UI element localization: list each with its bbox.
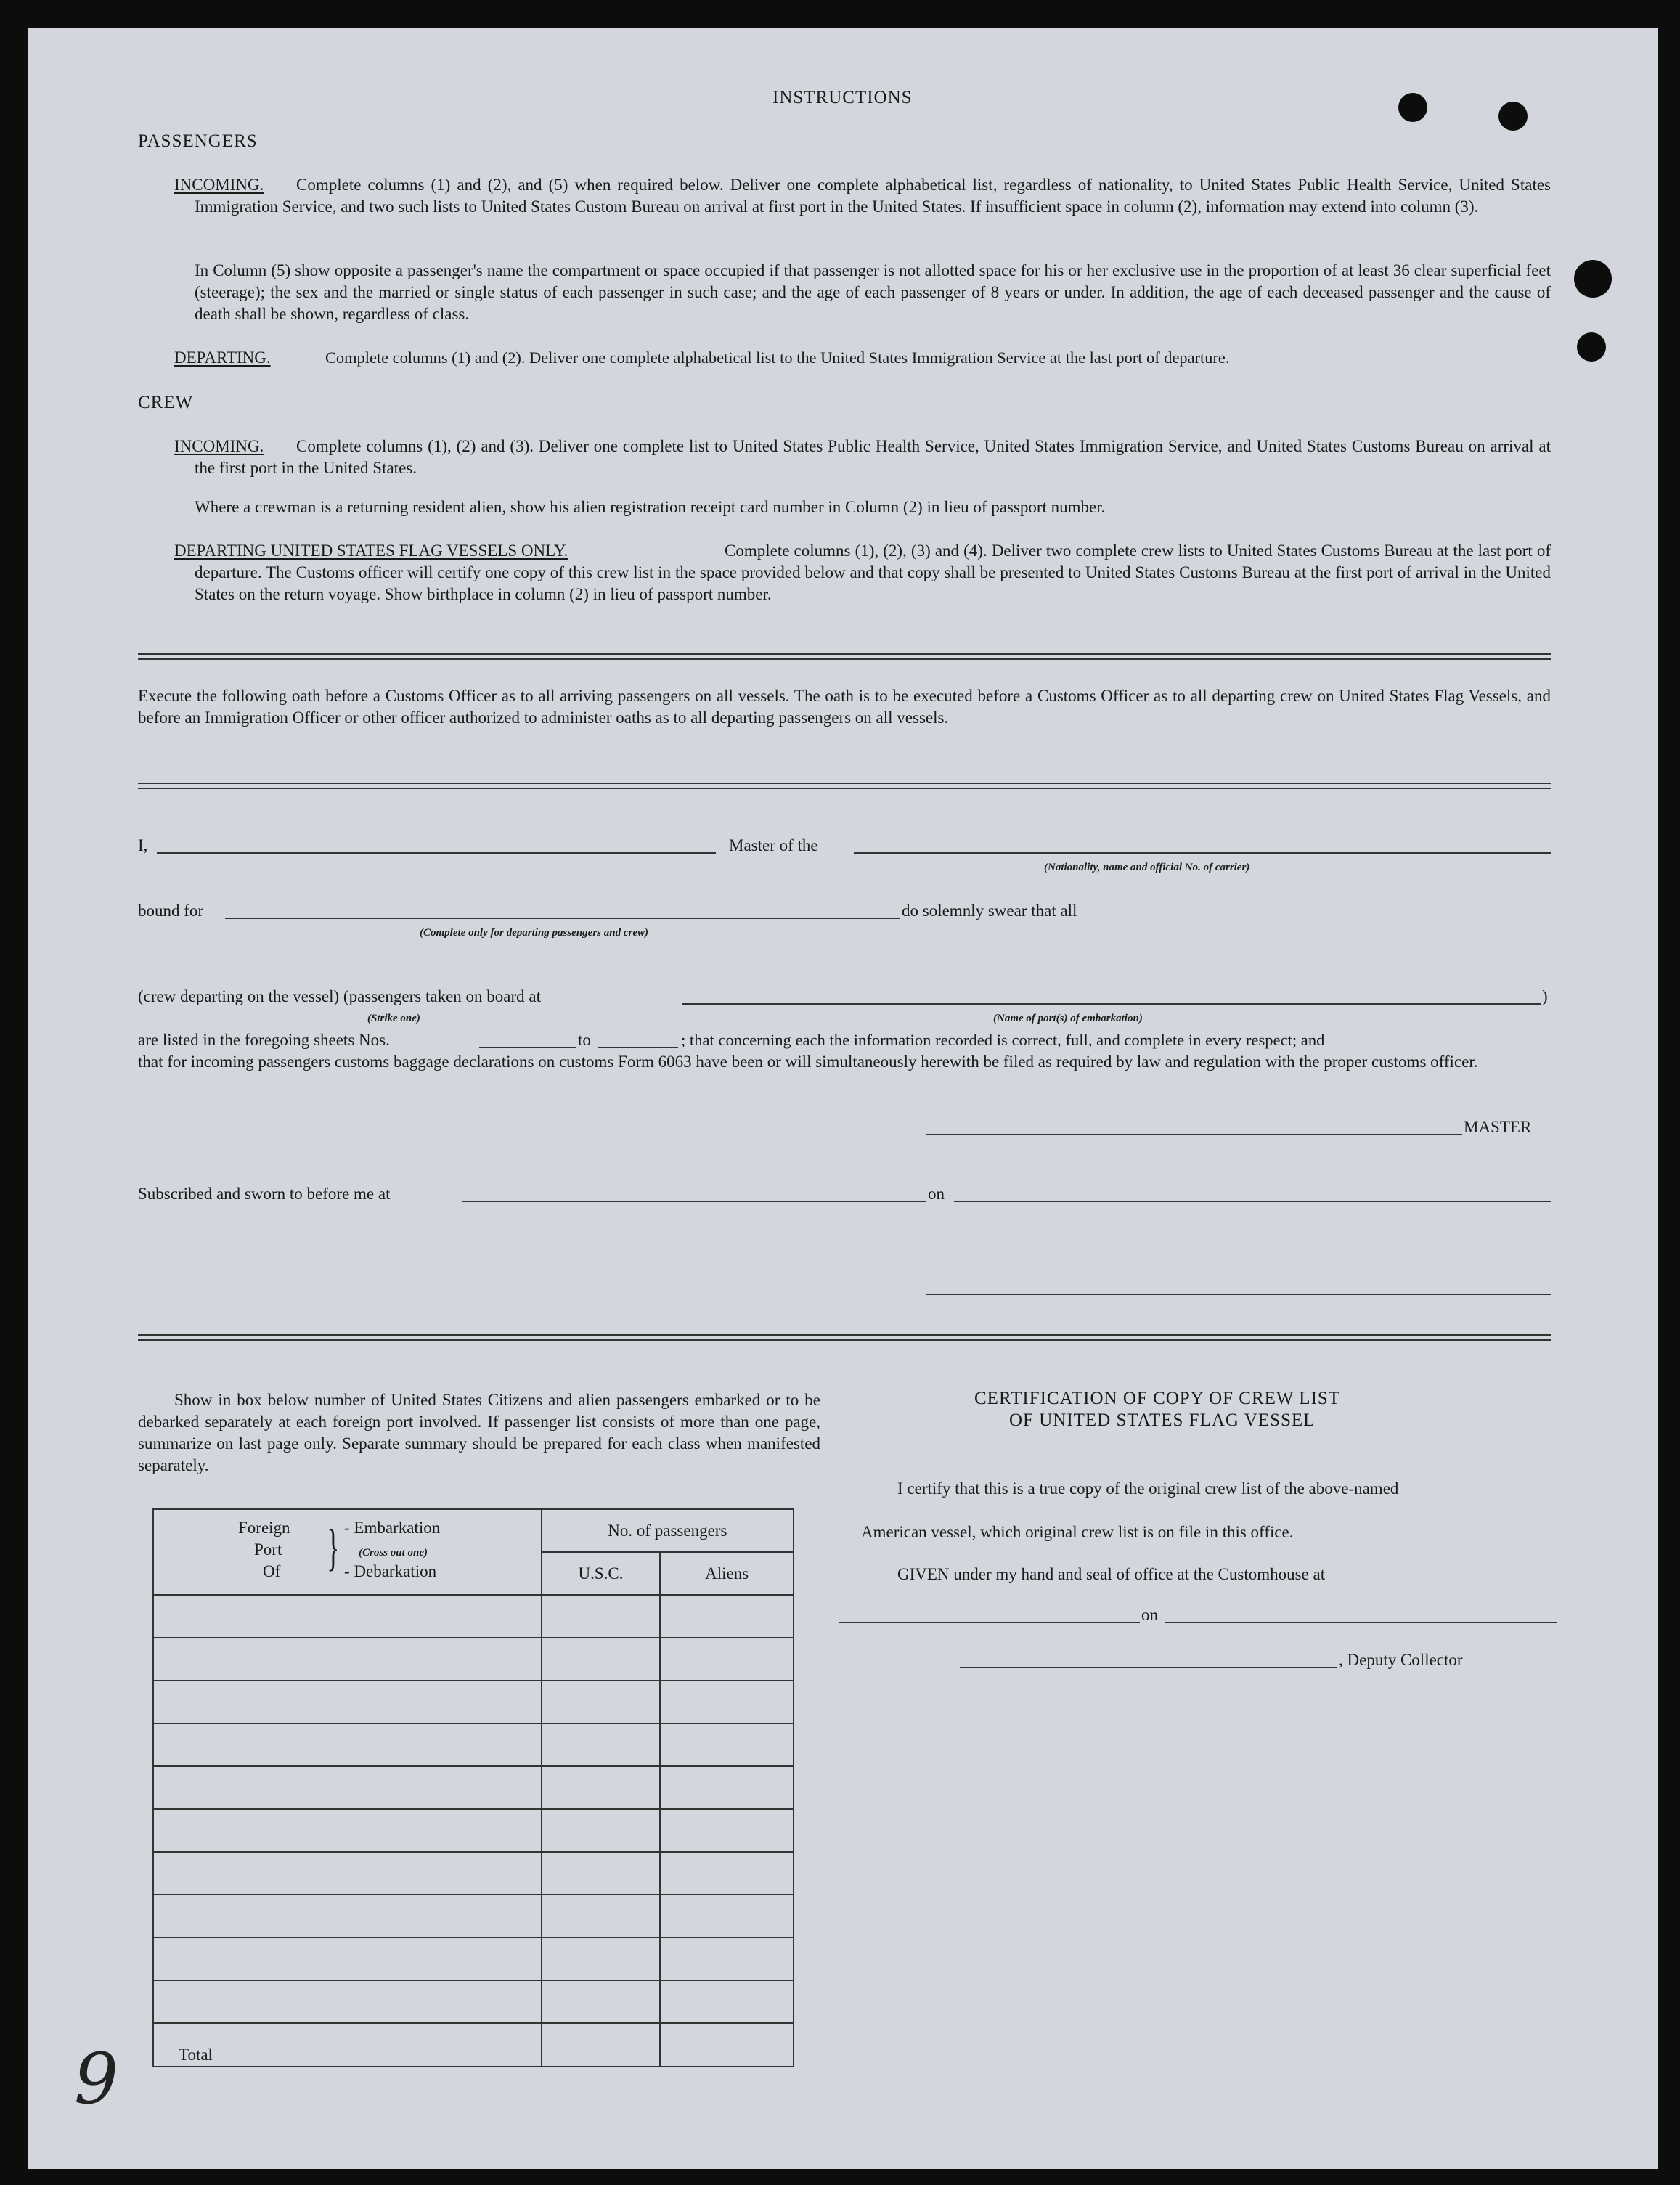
swear-text: do solemnly swear that all bbox=[902, 902, 1077, 920]
passengers-heading: PASSENGERS bbox=[138, 131, 258, 151]
port-cell[interactable] bbox=[153, 1895, 542, 1937]
aliens-cell[interactable] bbox=[660, 1937, 794, 1980]
usc-cell[interactable] bbox=[542, 1595, 661, 1638]
subscribed-on: on bbox=[928, 1185, 945, 1203]
form-sheet bbox=[28, 28, 1658, 2169]
certification-title-1: CERTIFICATION OF COPY OF CREW LIST bbox=[974, 1389, 1341, 1408]
passengers-incoming-text: Complete columns (1) and (2), and (5) when required below. Deliver one complete alphabetical list, regardless of nationality, to United States Public Health Service, United States Immigration Service, and two such lists to United States Custom Bureau on arrival at first port in the United States. If insufficient space in column (2), information may extend into column (3). bbox=[195, 176, 1551, 216]
port-cell[interactable] bbox=[153, 1980, 542, 2023]
sheet-from-line[interactable] bbox=[479, 1047, 576, 1048]
brace-icon: } bbox=[327, 1520, 340, 1576]
cross-out-caption: (Cross out one) bbox=[359, 1547, 428, 1559]
master-name-line[interactable] bbox=[157, 852, 716, 854]
table-row bbox=[153, 1723, 794, 1766]
port-caption: (Name of port(s) of embarkation) bbox=[993, 1013, 1143, 1024]
officer-signature-line[interactable] bbox=[926, 1294, 1551, 1295]
aliens-cell[interactable] bbox=[660, 1895, 794, 1937]
port-cell[interactable] bbox=[153, 1852, 542, 1895]
aliens-total-cell[interactable] bbox=[660, 2023, 794, 2067]
crew-heading: CREW bbox=[138, 393, 194, 412]
table-row bbox=[153, 1852, 794, 1895]
aliens-cell[interactable] bbox=[660, 1852, 794, 1895]
table-row bbox=[153, 1595, 794, 1638]
crew-incoming-text: Complete columns (1), (2) and (3). Deliver one complete list to United States Public Health Service, United States Immigration Service, and United States Customs Bureau on arrival at the first port in the United States. bbox=[195, 437, 1551, 477]
punch-hole bbox=[1574, 260, 1612, 298]
usc-cell[interactable] bbox=[542, 1852, 661, 1895]
divider bbox=[138, 653, 1551, 660]
passengers-departing-text: Complete columns (1) and (2). Deliver one complete alphabetical list to the United States Immigration Service at the last port of departure. bbox=[325, 348, 1230, 367]
total-label: Total bbox=[179, 2046, 213, 2064]
usc-cell[interactable] bbox=[542, 1895, 661, 1937]
table-row bbox=[153, 1638, 794, 1680]
passenger-summary-table bbox=[152, 1508, 794, 2067]
certification-line-3: GIVEN under my hand and seal of office at the Customhouse at bbox=[897, 1565, 1326, 1583]
listed-text-2: ; that concerning each the information recorded is correct, full, and complete in every respect; and bbox=[681, 1031, 1325, 1049]
aliens-cell[interactable] bbox=[660, 1980, 794, 2023]
no-of-passengers-header: No. of passengers bbox=[542, 1509, 794, 1552]
port-cell[interactable] bbox=[153, 1723, 542, 1766]
master-label: MASTER bbox=[1464, 1118, 1532, 1136]
certification-date-line[interactable] bbox=[1165, 1622, 1557, 1623]
crew-departing-label: DEPARTING UNITED STATES FLAG VESSELS ONLY. bbox=[174, 542, 568, 560]
usc-total-cell[interactable] bbox=[542, 2023, 661, 2067]
certification-on: on bbox=[1141, 1606, 1158, 1624]
bound-caption: (Complete only for departing passengers and crew) bbox=[420, 927, 648, 939]
crew-resident-text: Where a crewman is a returning resident alien, show his alien registration receipt card number in Column (2) in lieu of passport number. bbox=[195, 498, 1106, 516]
port-cell[interactable] bbox=[153, 1937, 542, 1980]
crew-departing-text: Complete columns (1), (2), (3) and (4). Deliver two complete crew lists to United States Customs Bureau at the last port of departure. The Customs officer will certify one copy of this crew list in the space provided below and that copy shall be presented to United States Customs Bureau at the first port of arrival in the United States on the return voyage. Show birthplace in column (2) in lieu of passport number. bbox=[195, 542, 1551, 603]
port-cell[interactable] bbox=[153, 1809, 542, 1852]
total-row bbox=[153, 2023, 794, 2067]
port-label-2: Port bbox=[254, 1540, 282, 1559]
customhouse-line[interactable] bbox=[839, 1622, 1140, 1623]
table-row bbox=[153, 1980, 794, 2023]
punch-hole bbox=[1498, 102, 1528, 131]
deputy-collector-line[interactable] bbox=[960, 1667, 1337, 1668]
port-line[interactable] bbox=[682, 1003, 1541, 1005]
usc-cell[interactable] bbox=[542, 1980, 661, 2023]
deputy-collector-label: , Deputy Collector bbox=[1339, 1651, 1463, 1669]
close-paren: ) bbox=[1542, 987, 1548, 1005]
strike-one-caption: (Strike one) bbox=[367, 1013, 420, 1024]
subscribed-date-line[interactable] bbox=[954, 1201, 1551, 1202]
certification-line-2: American vessel, which original crew list is on file in this office. bbox=[861, 1523, 1294, 1541]
table-row bbox=[153, 1680, 794, 1723]
usc-cell[interactable] bbox=[542, 1680, 661, 1723]
passengers-incoming-label: INCOMING. bbox=[174, 176, 264, 194]
divider bbox=[138, 783, 1551, 789]
listed-to: to bbox=[578, 1031, 591, 1049]
listed-text-3: that for incoming passengers customs baggage declarations on customs Form 6063 have been or will simultaneously herewith be filed as required by law and regulation with the proper customs officer. bbox=[138, 1053, 1478, 1071]
punch-hole bbox=[1398, 93, 1427, 122]
port-label-3: Of bbox=[263, 1562, 281, 1580]
passengers-departing-label: DEPARTING. bbox=[174, 348, 271, 367]
page-number: 9 bbox=[74, 2038, 119, 2120]
port-header-cell bbox=[153, 1509, 542, 1595]
aliens-cell[interactable] bbox=[660, 1809, 794, 1852]
aliens-cell[interactable] bbox=[660, 1680, 794, 1723]
usc-header: U.S.C. bbox=[542, 1552, 661, 1595]
table-row bbox=[153, 1766, 794, 1809]
usc-cell[interactable] bbox=[542, 1937, 661, 1980]
usc-cell[interactable] bbox=[542, 1809, 661, 1852]
certification-line-1: I certify that this is a true copy of the original crew list of the above-named bbox=[897, 1479, 1399, 1498]
master-of-the-label: Master of the bbox=[729, 836, 818, 854]
carrier-line[interactable] bbox=[854, 852, 1551, 854]
port-cell[interactable] bbox=[153, 1680, 542, 1723]
aliens-cell[interactable] bbox=[660, 1766, 794, 1809]
listed-text-1: are listed in the foregoing sheets Nos. bbox=[138, 1031, 390, 1049]
aliens-cell[interactable] bbox=[660, 1595, 794, 1638]
aliens-cell[interactable] bbox=[660, 1638, 794, 1680]
total-label-cell bbox=[153, 2023, 542, 2067]
port-cell[interactable] bbox=[153, 1638, 542, 1680]
sheet-to-line[interactable] bbox=[598, 1047, 678, 1048]
instructions-title: INSTRUCTIONS bbox=[772, 88, 913, 107]
debarkation-label: - Debarkation bbox=[344, 1562, 437, 1580]
oath-intro: Execute the following oath before a Customs Officer as to all arriving passengers on all vessels. The oath is to be executed before a Customs Officer as to all departing crew on United States Flag Vessels, and before an Immigration Officer or other officer authorized to administer oaths as to all departing passengers on all vessels. bbox=[138, 687, 1551, 727]
divider bbox=[138, 1334, 1551, 1341]
bound-for-line[interactable] bbox=[225, 918, 900, 919]
passengers-column5-text: In Column (5) show opposite a passenger's name the compartment or space occupied if that passenger is not allotted space for his or her exclusive use in the proportion of at least 36 clear superficial feet (steerage); the sex and the married or single status of each passenger in such case; and the age of each passenger of 8 years or under. In addition, the age of each deceased passenger and the cause of death shall be shown, regardless of class. bbox=[195, 261, 1551, 323]
aliens-cell[interactable] bbox=[660, 1723, 794, 1766]
crew-incoming-label: INCOMING. bbox=[174, 437, 264, 455]
table-row bbox=[153, 1895, 794, 1937]
bound-for-label: bound for bbox=[138, 902, 204, 920]
subscribed-place-line[interactable] bbox=[462, 1201, 926, 1202]
aliens-header: Aliens bbox=[660, 1552, 794, 1595]
carrier-caption: (Nationality, name and official No. of carrier) bbox=[1044, 862, 1250, 873]
embarkation-label: - Embarkation bbox=[344, 1519, 441, 1537]
table-row bbox=[153, 1809, 794, 1852]
usc-cell[interactable] bbox=[542, 1638, 661, 1680]
port-cell[interactable] bbox=[153, 1766, 542, 1809]
table-row bbox=[153, 1937, 794, 1980]
master-signature-line[interactable] bbox=[926, 1134, 1462, 1135]
usc-cell[interactable] bbox=[542, 1723, 661, 1766]
port-label-1: Foreign bbox=[238, 1519, 290, 1537]
punch-hole bbox=[1577, 332, 1606, 362]
crew-departing-text: (crew departing on the vessel) (passengers taken on board at bbox=[138, 987, 541, 1005]
subscribed-text: Subscribed and sworn to before me at bbox=[138, 1185, 391, 1203]
summary-instructions: Show in box below number of United States Citizens and alien passengers embarked or to be debarked separately at each foreign port involved. If passenger list consists of more than one page, summarize on last page only. Separate summary should be prepared for each class when manifested separately. bbox=[138, 1391, 820, 1474]
oath-i-label: I, bbox=[138, 836, 148, 854]
port-cell[interactable] bbox=[153, 1595, 542, 1638]
certification-title-2: OF UNITED STATES FLAG VESSEL bbox=[1009, 1410, 1316, 1430]
usc-cell[interactable] bbox=[542, 1766, 661, 1809]
